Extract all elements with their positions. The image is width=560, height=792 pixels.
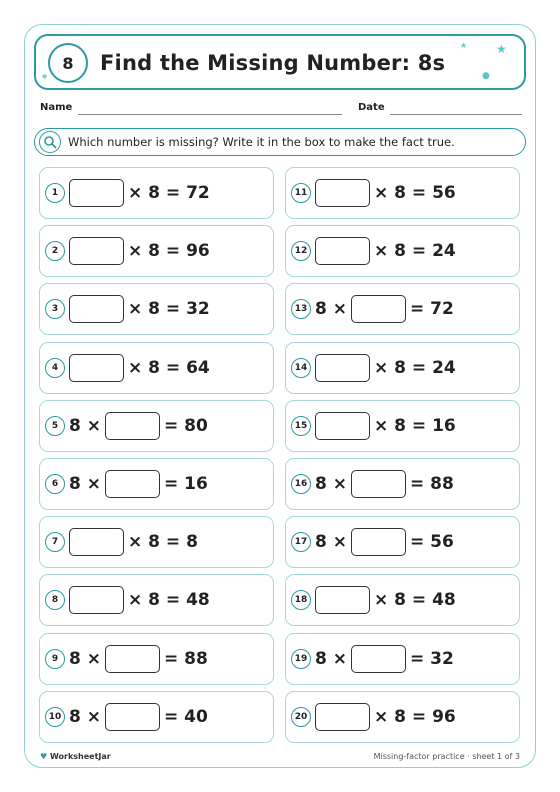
problem-card — [39, 633, 274, 685]
equation-prefix: 8 × — [315, 648, 347, 669]
equation — [315, 528, 454, 556]
name-label: Name — [40, 102, 73, 113]
answer-box[interactable] — [351, 470, 406, 498]
equation-suffix: × 8 = 96 — [128, 241, 210, 262]
problem-number: 10 — [45, 707, 65, 727]
equation-prefix: 8 × — [315, 532, 347, 553]
equation — [315, 470, 454, 498]
equation — [69, 528, 198, 556]
page-title: Find the Missing Number: 8s — [100, 51, 446, 75]
answer-box[interactable] — [351, 528, 406, 556]
problem-number: 14 — [291, 358, 311, 378]
equation — [69, 586, 210, 614]
problem-number: 6 — [45, 474, 65, 494]
equation — [69, 703, 208, 731]
answer-box[interactable] — [315, 179, 370, 207]
answer-box[interactable] — [351, 645, 406, 673]
problem-card — [39, 574, 274, 626]
times-table-badge: 8 — [48, 43, 88, 83]
problem-number: 8 — [45, 590, 65, 610]
answer-box[interactable] — [69, 528, 124, 556]
equation-prefix: 8 × — [315, 474, 347, 494]
star-icon: ★ — [496, 42, 507, 56]
equation — [69, 470, 208, 498]
answer-box[interactable] — [105, 645, 160, 673]
equation-suffix: = 88 — [164, 648, 208, 669]
worksheet-header — [34, 34, 526, 90]
equation-prefix: 8 × — [69, 706, 101, 727]
equation-suffix: × 8 = 16 — [374, 415, 456, 436]
problem-number: 13 — [291, 299, 311, 319]
equation-prefix: 8 × — [69, 648, 101, 669]
problem-card — [39, 167, 274, 219]
equation — [69, 645, 208, 673]
equation-suffix: × 8 = 64 — [128, 357, 210, 378]
problem-card — [39, 225, 274, 277]
problem-card — [285, 633, 520, 685]
heart-icon: ♥ — [40, 752, 48, 761]
equation-suffix: × 8 = 72 — [128, 183, 210, 203]
equation-prefix: 8 × — [69, 415, 101, 436]
equation — [69, 237, 210, 265]
problem-card — [285, 574, 520, 626]
equation-suffix: = 16 — [164, 474, 208, 494]
answer-box[interactable] — [105, 470, 160, 498]
answer-box[interactable] — [315, 412, 370, 440]
problem-card — [39, 283, 274, 335]
problem-number: 1 — [45, 183, 65, 203]
equation — [315, 295, 454, 323]
problem-card — [39, 458, 274, 510]
equation-suffix: = 88 — [410, 474, 454, 494]
answer-box[interactable] — [315, 703, 370, 731]
equation-suffix: × 8 = 24 — [374, 241, 456, 262]
equation-suffix: = 72 — [410, 299, 454, 320]
equation — [69, 412, 208, 440]
answer-box[interactable] — [69, 586, 124, 614]
answer-box[interactable] — [105, 703, 160, 731]
equation-suffix: × 8 = 48 — [128, 590, 210, 611]
answer-box[interactable] — [69, 295, 124, 323]
equation — [315, 586, 456, 614]
answer-box[interactable] — [69, 179, 124, 207]
equation-suffix: = 56 — [410, 532, 454, 553]
problem-number: 19 — [291, 649, 311, 669]
instruction-text: Which number is missing? Write it in the box to make the fact true. — [68, 135, 455, 149]
star-icon: ★ — [460, 41, 468, 50]
problem-number: 9 — [45, 649, 65, 669]
equation — [315, 237, 456, 265]
equation-prefix: 8 × — [69, 474, 101, 494]
answer-box[interactable] — [315, 586, 370, 614]
name-field[interactable] — [78, 114, 342, 115]
equation-suffix: = 80 — [164, 415, 208, 436]
footer-brand — [40, 752, 111, 761]
answer-box[interactable] — [105, 412, 160, 440]
instruction-bar — [34, 128, 526, 156]
equation-suffix: × 8 = 96 — [374, 706, 456, 727]
problem-card — [285, 458, 520, 510]
answer-box[interactable] — [315, 354, 370, 382]
answer-box[interactable] — [351, 295, 406, 323]
equation — [69, 295, 210, 323]
problem-number: 4 — [45, 358, 65, 378]
problem-card — [285, 516, 520, 568]
problem-number: 12 — [291, 241, 311, 261]
sheet-info: Missing-factor practice · sheet 1 of 3 — [373, 752, 520, 761]
problem-number: 20 — [291, 707, 311, 727]
problem-number: 11 — [291, 183, 311, 203]
problem-number: 16 — [291, 474, 311, 494]
answer-box[interactable] — [315, 237, 370, 265]
equation — [315, 703, 456, 731]
problem-card — [285, 167, 520, 219]
problem-card — [285, 283, 520, 335]
equation — [315, 179, 456, 207]
date-field[interactable] — [390, 114, 522, 115]
equation-suffix: × 8 = 8 — [128, 532, 198, 553]
problem-card — [39, 342, 274, 394]
equation — [315, 354, 456, 382]
equation — [315, 412, 456, 440]
problem-card — [39, 516, 274, 568]
equation-suffix: = 40 — [164, 706, 208, 727]
problem-card — [39, 691, 274, 743]
date-label: Date — [358, 102, 385, 113]
problem-number: 7 — [45, 532, 65, 552]
magnifier-icon — [39, 131, 61, 153]
answer-box[interactable] — [69, 237, 124, 265]
problem-number: 17 — [291, 532, 311, 552]
problem-number: 5 — [45, 416, 65, 436]
equation — [69, 179, 210, 207]
equation-suffix: = 32 — [410, 648, 454, 669]
equation-suffix: × 8 = 32 — [128, 299, 210, 320]
equation-suffix: × 8 = 48 — [374, 590, 456, 611]
equation — [69, 354, 210, 382]
problem-number: 2 — [45, 241, 65, 261]
problem-card — [39, 400, 274, 452]
problem-number: 3 — [45, 299, 65, 319]
problem-card — [285, 225, 520, 277]
problem-number: 18 — [291, 590, 311, 610]
equation-suffix: × 8 = 24 — [374, 357, 456, 378]
problem-card — [285, 691, 520, 743]
dot-icon: ● — [42, 73, 48, 80]
equation-suffix: × 8 = 56 — [374, 183, 456, 203]
brand-name: WorksheetJar — [49, 752, 111, 761]
equation — [315, 645, 454, 673]
answer-box[interactable] — [69, 354, 124, 382]
problem-card — [285, 400, 520, 452]
dot-icon: ● — [482, 71, 490, 81]
problem-number: 15 — [291, 416, 311, 436]
equation-prefix: 8 × — [315, 299, 347, 320]
problem-card — [285, 342, 520, 394]
